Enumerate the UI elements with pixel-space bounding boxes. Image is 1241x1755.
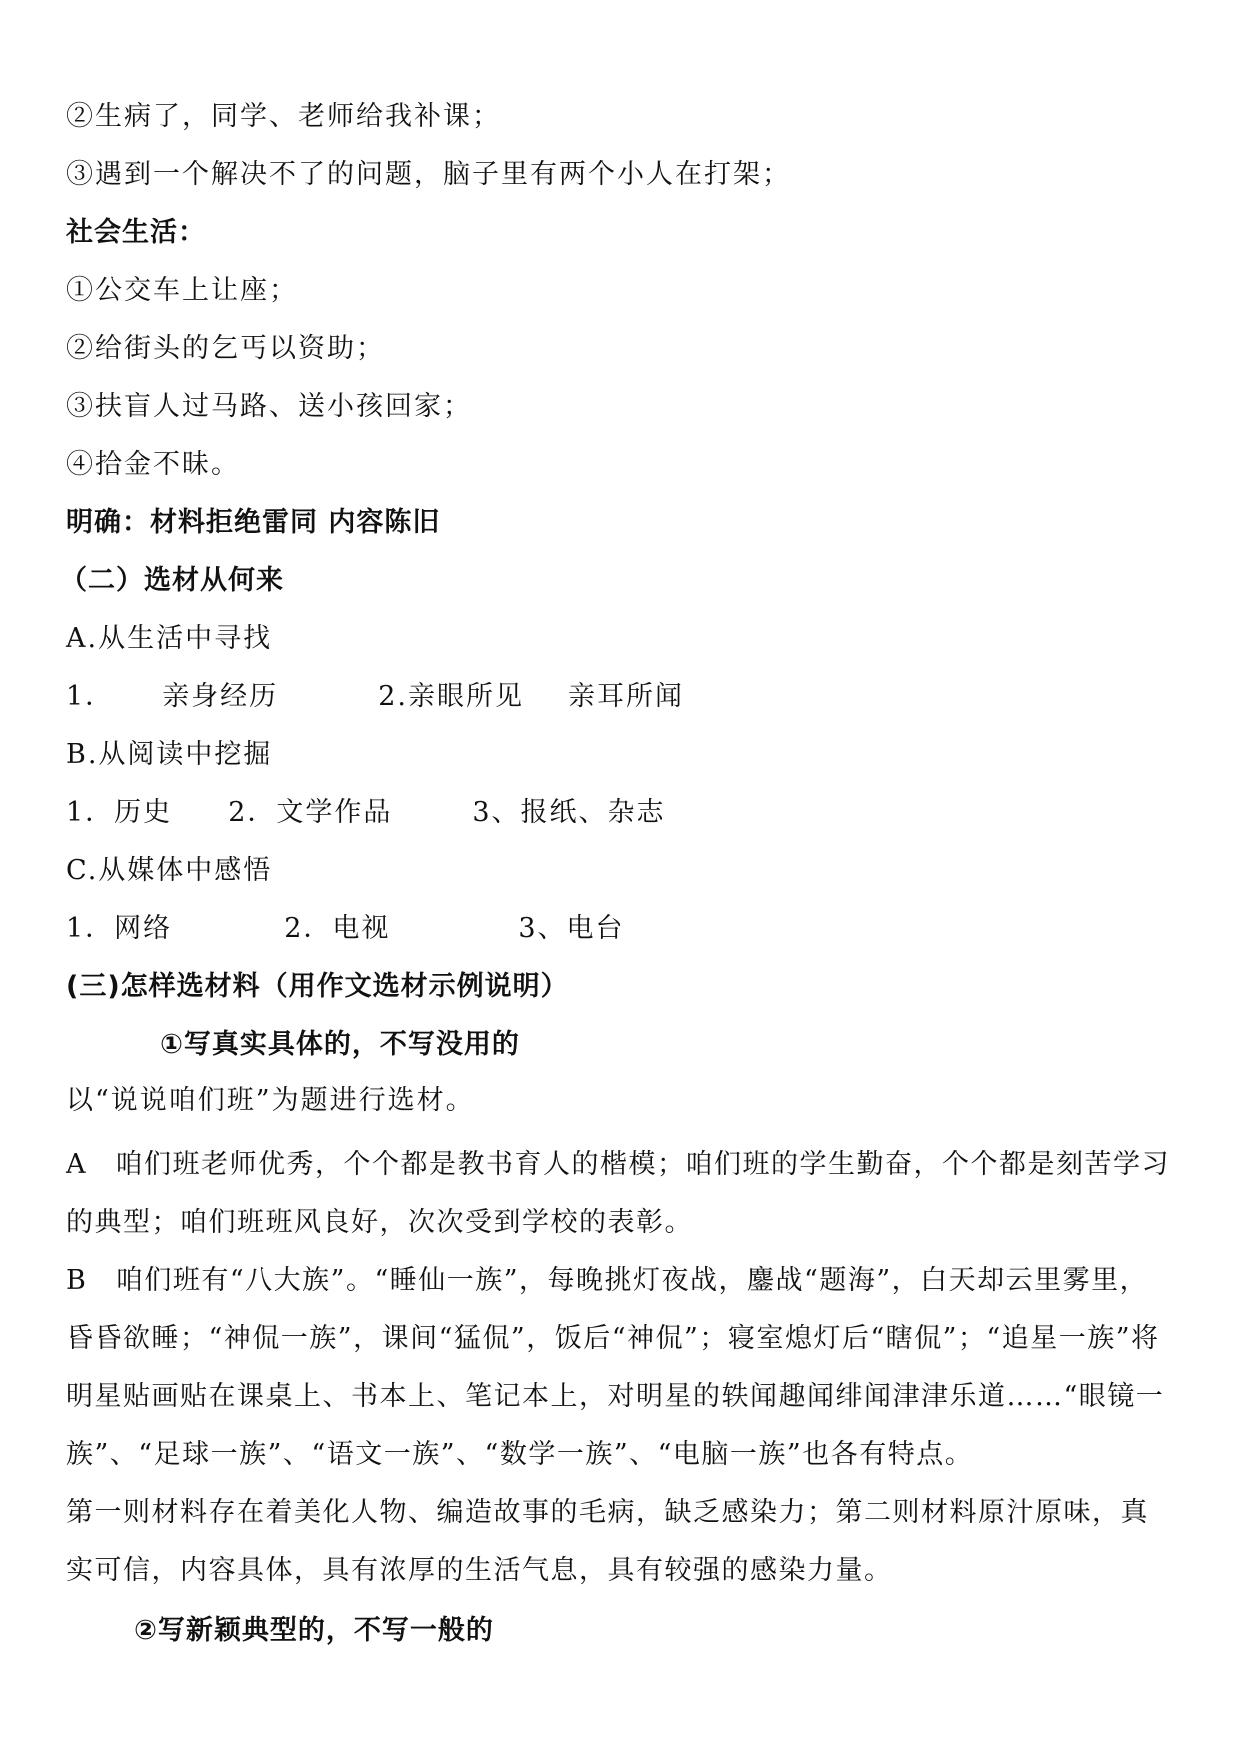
subsection-heading: ②写新颖典型的，不写一般的 [134, 1615, 494, 1646]
list-item: 1．网络 [66, 913, 173, 944]
text-line: ①公交车上让座； [66, 275, 298, 306]
text-line: ④拾金不昧。 [66, 449, 240, 480]
text-line [66, 794, 666, 832]
text-line: ②给街头的乞丐以资助； [66, 333, 385, 364]
list-item: 1． [66, 681, 115, 712]
list-item: 亲身经历 [162, 681, 279, 712]
text-line: A.从生活中寻找 [66, 623, 273, 654]
section-heading: （二）选材从何来 [60, 565, 284, 596]
list-item: 2．电视 [284, 913, 391, 944]
text-line: ②生病了，同学、老师给我补课； [66, 101, 501, 132]
text-line: B.从阅读中挖掘 [66, 739, 273, 770]
paragraph-b: B 咱们班有“八大族”。“睡仙一族”，每晚挑灯夜战，鏖战“题海”，白天却云里雾里，昏昏欲睡；“神侃一族”，课间“猛侃”，饭后“神侃”；寝室熄灯后“瞎侃”；“追星一族”将明星贴画贴在课桌上、书本上、笔记本上，对明星的轶闻趣闻绯闻津津乐道……“眼镜一族”、“足球一族”、“语文一族”、“数学一族”、“电脑一族”也各有特点。 [66, 1265, 1165, 1470]
text-line: ③扶盲人过马路、送小孩回家； [66, 391, 472, 422]
list-item: 2．文学作品 [228, 797, 393, 828]
section-heading: 明确：材料拒绝雷同 内容陈旧 [66, 507, 441, 538]
list-item: 2.亲眼所见 [378, 681, 524, 712]
list-item: 3、电台 [518, 913, 625, 944]
subsection-heading: ①写真实具体的，不写没用的 [160, 1029, 520, 1060]
text-line [66, 678, 684, 716]
list-item: 亲耳所闻 [567, 681, 684, 712]
text-line: 以“说说咱们班”为题进行选材。 [66, 1085, 475, 1116]
list-item: 1．历史 [66, 797, 173, 828]
section-heading: 社会生活： [66, 217, 206, 248]
list-item: 3、报纸、杂志 [472, 797, 666, 828]
text-line [66, 910, 625, 948]
text-line: C.从媒体中感悟 [66, 855, 273, 886]
text-line: ③遇到一个解决不了的问题，脑子里有两个小人在打架； [66, 159, 791, 190]
section-heading: (三)怎样选材料（用作文选材示例说明） [66, 971, 569, 1002]
paragraph-a: A 咱们班老师优秀，个个都是教书育人的楷模；咱们班的学生勤奋，个个都是刻苦学习的典型；咱们班班风良好，次次受到学校的表彰。 [66, 1149, 1170, 1238]
paragraph-analysis: 第一则材料存在着美化人物、编造故事的毛病，缺乏感染力；第二则材料原汁原味，真实可信，内容具体，具有浓厚的生活气息，具有较强的感染力量。 [66, 1497, 1149, 1586]
